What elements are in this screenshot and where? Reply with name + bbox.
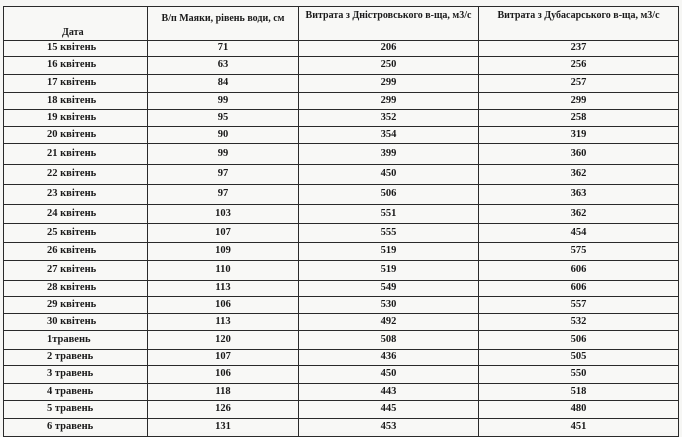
cell-date: 17 квітень [4,75,148,93]
table-row [4,350,679,366]
cell-dniester-discharge: 299 [299,93,479,110]
cell-water-level: 103 [148,205,299,224]
table-row [4,331,679,350]
cell-dubasari-discharge: 606 [479,281,679,297]
cell-dubasari-discharge: 360 [479,144,679,165]
cell-dniester-discharge: 506 [299,185,479,205]
cell-dubasari-discharge: 480 [479,401,679,419]
cell-water-level: 97 [148,165,299,185]
table-row [4,261,679,281]
table-row [4,110,679,127]
header-water-level: В/п Маяки, рівень води, см [148,7,299,41]
cell-date: 22 квітень [4,165,148,185]
cell-dubasari-discharge: 532 [479,314,679,331]
cell-dniester-discharge: 519 [299,261,479,281]
cell-date: 23 квітень [4,185,148,205]
table-header [4,7,679,41]
cell-water-level: 107 [148,224,299,243]
cell-dubasari-discharge: 557 [479,297,679,314]
table-row [4,165,679,185]
header-dniester-discharge: Витрата з Дністровського в-ща, м3/с [299,7,479,41]
cell-water-level: 118 [148,384,299,401]
cell-date: 24 квітень [4,205,148,224]
cell-date: 29 квітень [4,297,148,314]
cell-dubasari-discharge: 256 [479,57,679,75]
table-row [4,205,679,224]
cell-dniester-discharge: 551 [299,205,479,224]
table-row [4,224,679,243]
cell-date: 27 квітень [4,261,148,281]
cell-water-level: 106 [148,366,299,384]
cell-date: 30 квітень [4,314,148,331]
cell-water-level: 120 [148,331,299,350]
cell-dniester-discharge: 436 [299,350,479,366]
cell-date: 5 травень [4,401,148,419]
table-row [4,57,679,75]
cell-water-level: 90 [148,127,299,144]
cell-dniester-discharge: 399 [299,144,479,165]
table-row [4,75,679,93]
cell-water-level: 107 [148,350,299,366]
cell-date: 25 квітень [4,224,148,243]
cell-water-level: 131 [148,419,299,437]
cell-dniester-discharge: 530 [299,297,479,314]
cell-dubasari-discharge: 451 [479,419,679,437]
cell-water-level: 110 [148,261,299,281]
cell-water-level: 126 [148,401,299,419]
cell-dniester-discharge: 450 [299,165,479,185]
cell-water-level: 109 [148,243,299,261]
cell-dubasari-discharge: 237 [479,41,679,57]
cell-date: 15 квітень [4,41,148,57]
table-row [4,281,679,297]
cell-date: 21 квітень [4,144,148,165]
cell-dubasari-discharge: 506 [479,331,679,350]
table-row [4,401,679,419]
table-row [4,41,679,57]
header-date: Дата [4,7,148,41]
table-row [4,366,679,384]
cell-water-level: 113 [148,314,299,331]
table-row [4,384,679,401]
cell-dniester-discharge: 549 [299,281,479,297]
cell-date: 2 травень [4,350,148,366]
cell-dniester-discharge: 492 [299,314,479,331]
cell-date: 18 квітень [4,93,148,110]
cell-dniester-discharge: 206 [299,41,479,57]
cell-dniester-discharge: 453 [299,419,479,437]
cell-dubasari-discharge: 257 [479,75,679,93]
table-row [4,314,679,331]
cell-dubasari-discharge: 606 [479,261,679,281]
table-row [4,185,679,205]
cell-date: 16 квітень [4,57,148,75]
cell-water-level: 97 [148,185,299,205]
cell-water-level: 106 [148,297,299,314]
cell-dubasari-discharge: 299 [479,93,679,110]
cell-dniester-discharge: 445 [299,401,479,419]
cell-dniester-discharge: 450 [299,366,479,384]
cell-date: 26 квітень [4,243,148,261]
cell-dubasari-discharge: 362 [479,165,679,185]
cell-dniester-discharge: 250 [299,57,479,75]
cell-dniester-discharge: 354 [299,127,479,144]
cell-date: 4 травень [4,384,148,401]
document-sheet [3,6,678,432]
table-row [4,93,679,110]
cell-dubasari-discharge: 505 [479,350,679,366]
cell-water-level: 71 [148,41,299,57]
cell-dubasari-discharge: 258 [479,110,679,127]
table-body [4,41,679,437]
cell-date: 19 квітень [4,110,148,127]
cell-dubasari-discharge: 575 [479,243,679,261]
cell-dniester-discharge: 555 [299,224,479,243]
cell-water-level: 84 [148,75,299,93]
cell-dubasari-discharge: 454 [479,224,679,243]
cell-dniester-discharge: 443 [299,384,479,401]
table-row [4,297,679,314]
cell-dubasari-discharge: 362 [479,205,679,224]
cell-dniester-discharge: 508 [299,331,479,350]
table-row [4,127,679,144]
cell-date: 1травень [4,331,148,350]
water-data-table [3,6,679,437]
cell-water-level: 113 [148,281,299,297]
table-row [4,144,679,165]
cell-date: 28 квітень [4,281,148,297]
cell-date: 20 квітень [4,127,148,144]
cell-water-level: 99 [148,144,299,165]
cell-dubasari-discharge: 550 [479,366,679,384]
header-row [4,7,679,41]
cell-date: 3 травень [4,366,148,384]
cell-dubasari-discharge: 319 [479,127,679,144]
cell-dubasari-discharge: 363 [479,185,679,205]
cell-dniester-discharge: 352 [299,110,479,127]
cell-dniester-discharge: 519 [299,243,479,261]
cell-water-level: 63 [148,57,299,75]
cell-dniester-discharge: 299 [299,75,479,93]
cell-date: 6 травень [4,419,148,437]
table-row [4,243,679,261]
header-dubasari-discharge: Витрата з Дубасарського в-ща, м3/с [479,7,679,41]
cell-dubasari-discharge: 518 [479,384,679,401]
cell-water-level: 95 [148,110,299,127]
cell-water-level: 99 [148,93,299,110]
